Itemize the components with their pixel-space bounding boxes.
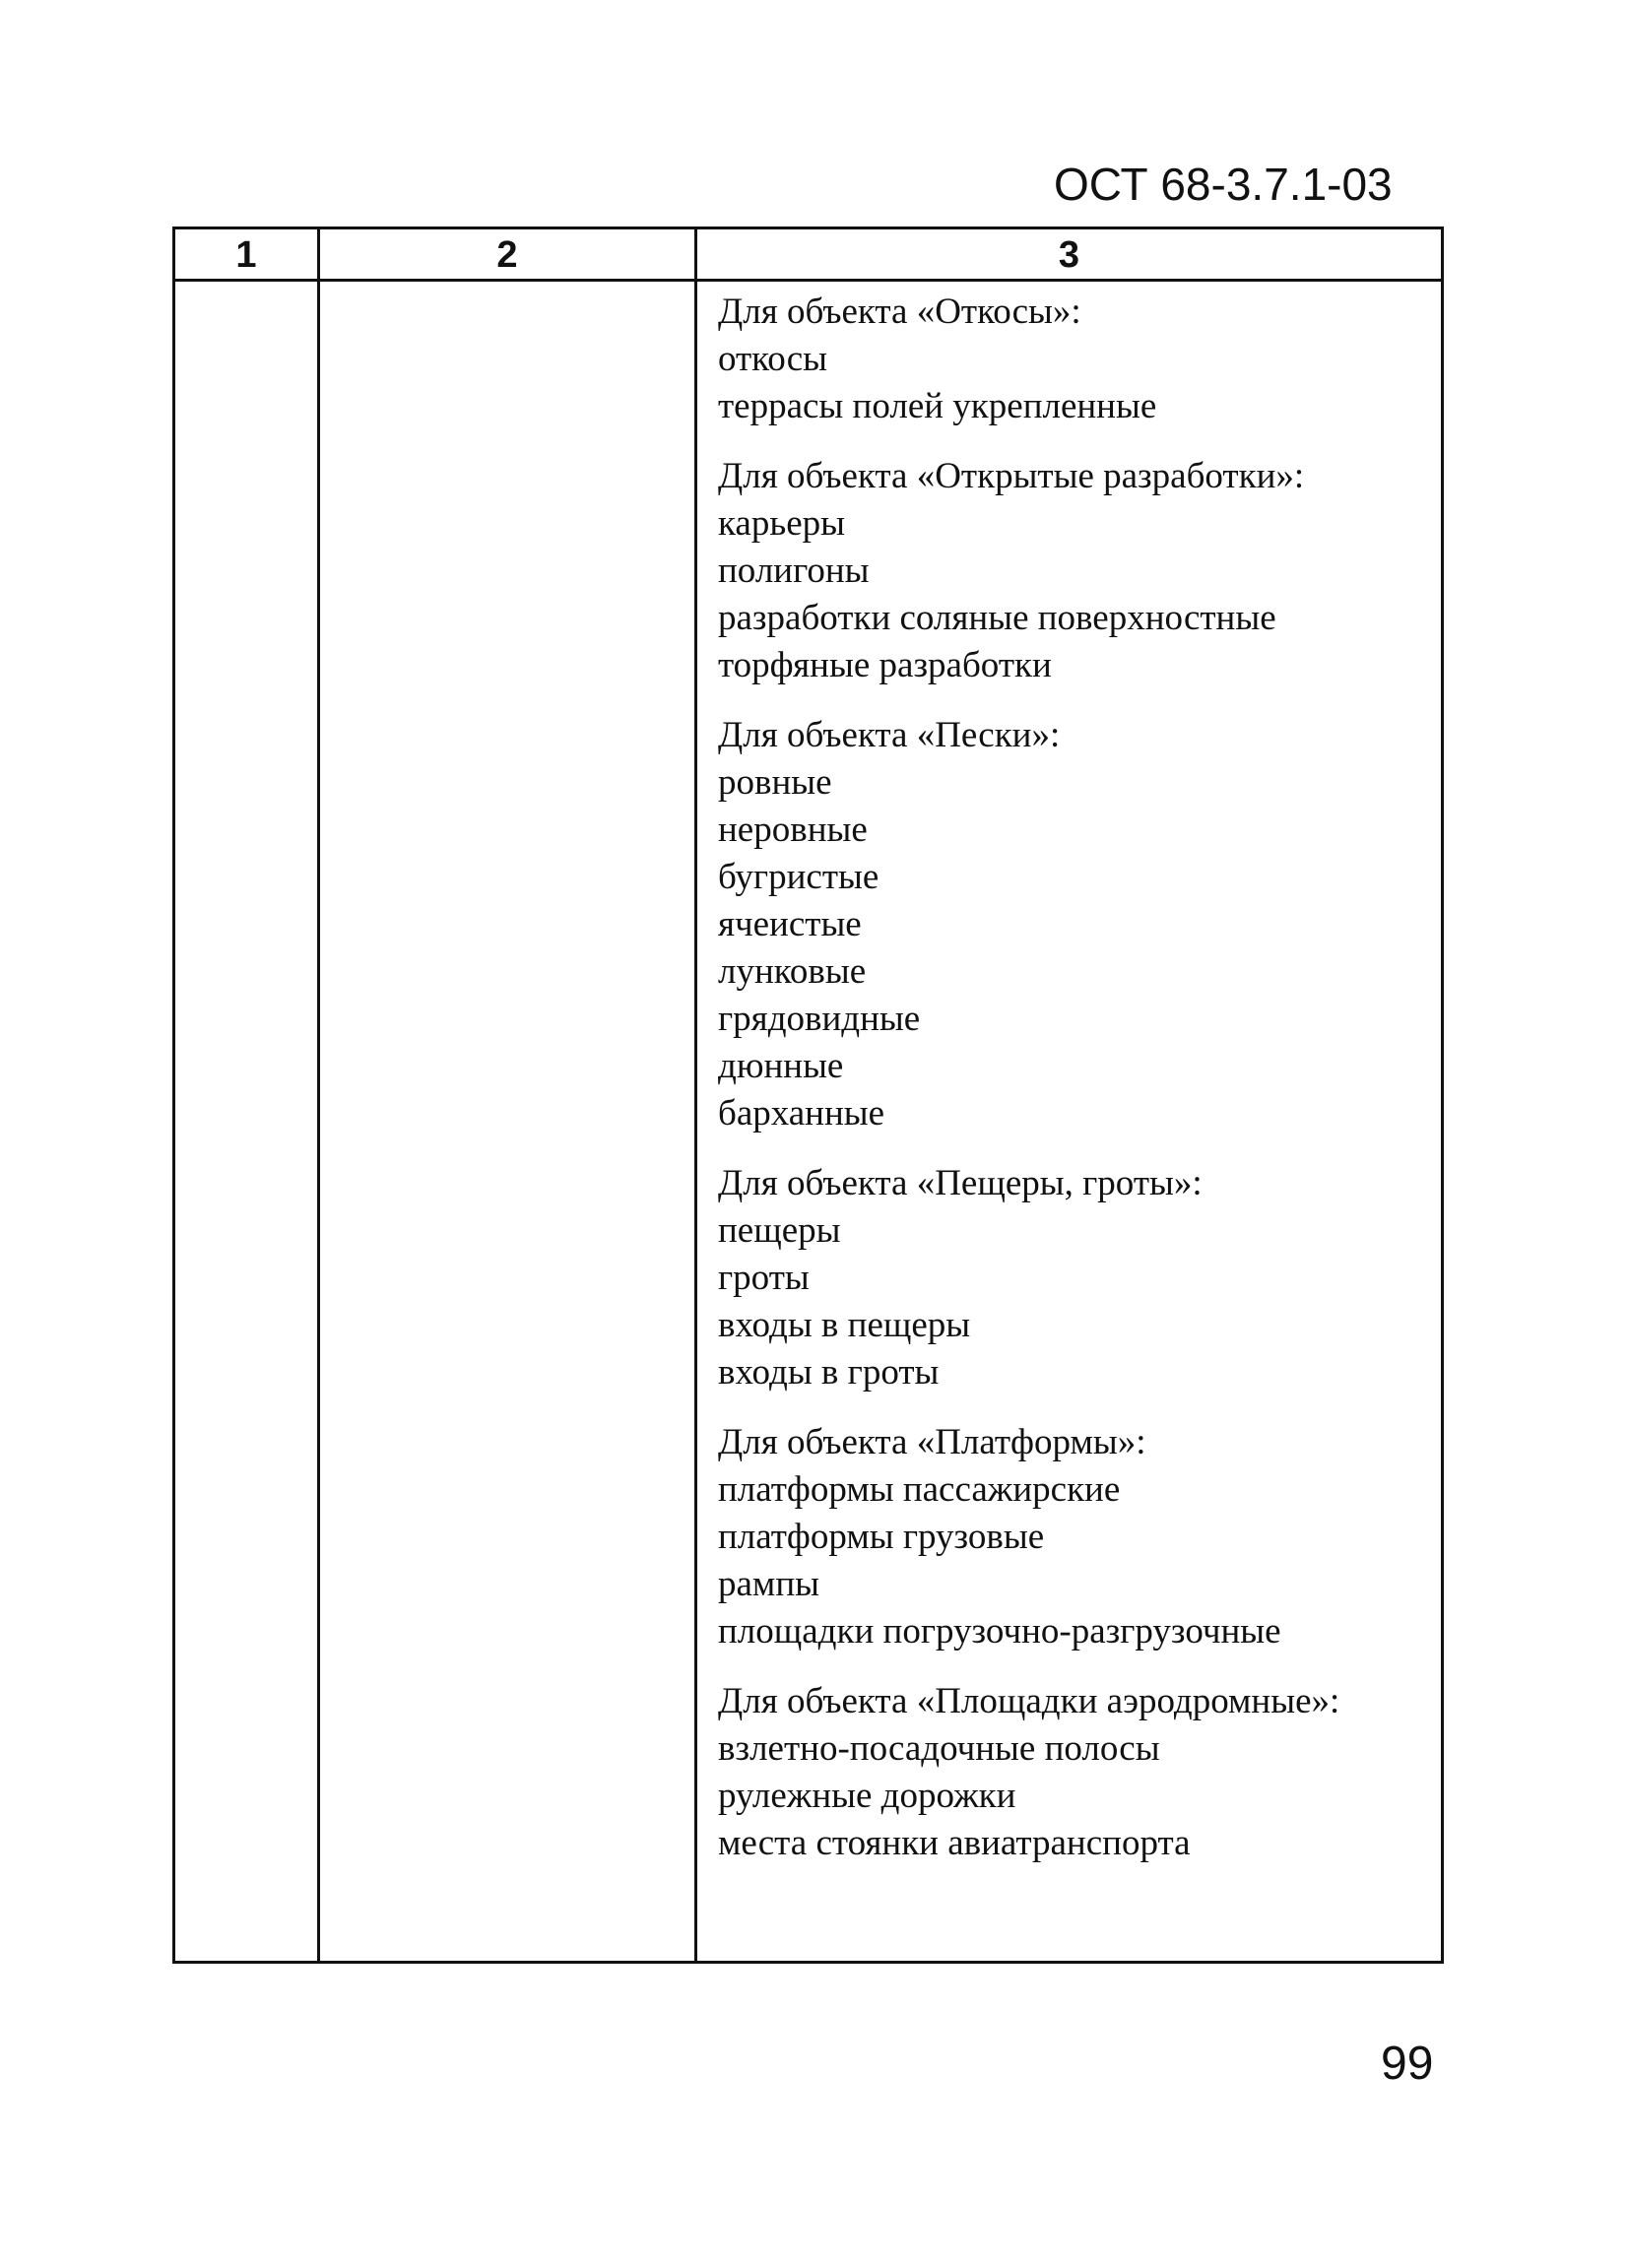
column-header-1: 1: [235, 234, 257, 276]
list-item: входы в пещеры: [718, 1305, 971, 1345]
page-number: 99: [1381, 2038, 1434, 2090]
list-item: платформы грузовые: [718, 1517, 1045, 1557]
list-item: грядовидные: [718, 999, 921, 1039]
group-title: Для объекта «Платформы»:: [718, 1422, 1146, 1462]
object-group-caves: [718, 1160, 1437, 1396]
column-header-3: 3: [1058, 234, 1080, 276]
list-item: гроты: [718, 1258, 810, 1298]
list-item: рампы: [718, 1564, 819, 1604]
column-3-content: [718, 289, 1437, 1890]
list-item: полигоны: [718, 551, 870, 591]
column-header-2: 2: [496, 234, 518, 276]
list-item: входы в гроты: [718, 1352, 940, 1393]
object-group-open-pits: [718, 453, 1437, 689]
group-title: Для объекта «Пещеры, гроты»:: [718, 1163, 1203, 1203]
object-group-platforms: [718, 1419, 1437, 1655]
list-item: пещеры: [718, 1210, 841, 1251]
classification-table: [172, 227, 1444, 1964]
list-item: ровные: [718, 762, 832, 803]
list-item: площадки погрузочно-разгрузочные: [718, 1611, 1281, 1652]
object-group-slopes: [718, 289, 1437, 430]
column-divider-2: [694, 229, 697, 1961]
list-item: торфяные разработки: [718, 645, 1052, 685]
list-item: карьеры: [718, 503, 845, 544]
column-divider-1: [317, 229, 320, 1961]
group-title: Для объекта «Открытые разработки»:: [718, 456, 1305, 496]
document-code: ОСТ 68-3.7.1-03: [1054, 159, 1393, 210]
list-item: места стоянки авиатранспорта: [718, 1823, 1191, 1863]
list-item: откосы: [718, 339, 827, 379]
list-item: ячеистые: [718, 904, 862, 944]
object-group-sands: [718, 712, 1437, 1137]
header-divider: [175, 279, 1441, 282]
list-item: рулежные дорожки: [718, 1776, 1016, 1816]
list-item: лунковые: [718, 951, 867, 992]
object-group-airfield-areas: [718, 1678, 1437, 1867]
list-item: платформы пассажирские: [718, 1469, 1121, 1510]
list-item: дюнные: [718, 1046, 844, 1086]
group-title: Для объекта «Откосы»:: [718, 292, 1081, 332]
group-title: Для объекта «Пески»:: [718, 715, 1061, 755]
list-item: разработки соляные поверхностные: [718, 598, 1276, 638]
list-item: взлетно-посадочные полосы: [718, 1728, 1160, 1769]
list-item: бугристые: [718, 857, 879, 897]
group-title: Для объекта «Площадки аэродромные»:: [718, 1681, 1340, 1721]
list-item: барханные: [718, 1093, 885, 1134]
list-item: неровные: [718, 810, 868, 850]
list-item: террасы полей укрепленные: [718, 386, 1157, 426]
